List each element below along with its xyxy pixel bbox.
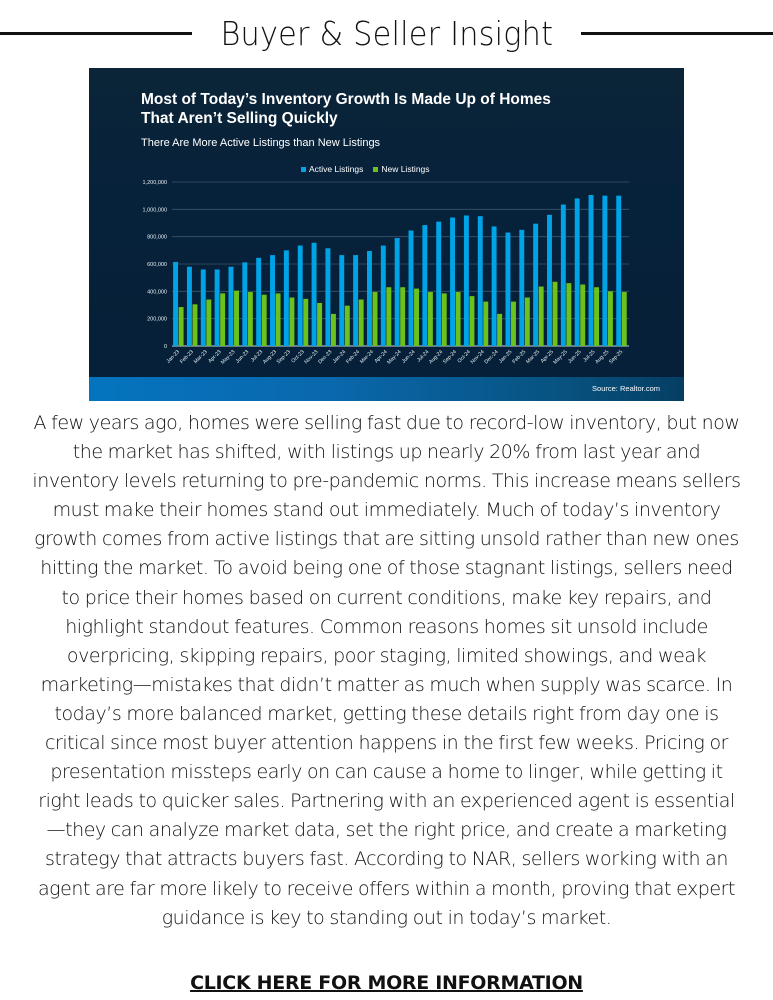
bar-active-listings: [464, 215, 469, 346]
x-tick-label: Aug-25: [594, 349, 611, 366]
bar-active-listings: [215, 269, 220, 346]
header-rule-right: [581, 32, 773, 35]
bar-new-listings: [386, 287, 391, 346]
bar-active-listings: [284, 250, 289, 346]
chart-plot: [89, 68, 684, 401]
cta-container: [0, 972, 773, 994]
chart-subtitle: There Are More Active Listings than New Listings: [141, 137, 381, 149]
bar-active-listings: [270, 255, 275, 346]
x-tick-label: Feb-25: [511, 349, 528, 366]
bar-new-listings: [248, 292, 253, 346]
x-tick-label: Apr-25: [539, 349, 555, 365]
bar-new-listings: [525, 297, 530, 346]
x-tick-label: Mar-23: [192, 349, 209, 366]
x-tick-label: Nov-24: [469, 349, 486, 366]
bar-active-listings: [201, 269, 206, 346]
bars-layer: [173, 195, 627, 346]
x-tick-label: Sep-23: [275, 349, 292, 366]
bar-active-listings: [339, 255, 344, 346]
source-bar: [89, 377, 684, 401]
y-tick-label: 200,000: [147, 316, 167, 323]
x-tick-label: Dec-24: [483, 349, 500, 366]
bar-new-listings: [553, 282, 558, 346]
page-header: [0, 8, 773, 58]
y-tick-label: 400,000: [147, 289, 167, 296]
bar-active-listings: [312, 243, 317, 346]
bar-active-listings: [436, 222, 441, 346]
y-tick-label: 600,000: [147, 262, 167, 268]
bar-new-listings: [400, 287, 405, 346]
header-rule-left: [0, 32, 192, 35]
bar-new-listings: [511, 302, 516, 346]
bar-new-listings: [317, 303, 322, 346]
bar-new-listings: [359, 300, 364, 346]
x-tick-label: Jul-23: [249, 349, 265, 364]
bar-new-listings: [331, 314, 336, 346]
bar-active-listings: [173, 262, 178, 346]
chart-card: [89, 68, 684, 401]
y-tick-label: 1,200,000: [142, 180, 167, 186]
bar-new-listings: [262, 295, 267, 346]
bar-new-listings: [414, 289, 419, 346]
bar-new-listings: [566, 283, 571, 346]
bar-active-listings: [422, 225, 427, 346]
bar-new-listings: [373, 292, 378, 346]
x-tick-label: Mar-25: [525, 349, 542, 366]
x-tick-label: Dec-23: [317, 349, 334, 366]
x-tick-label: Sep-24: [441, 349, 459, 366]
bar-new-listings: [206, 300, 211, 346]
chart-title-line1: Most of Today’s Inventory Growth Is Made Up of Homes: [141, 91, 551, 108]
x-tick-label: May-25: [552, 349, 569, 366]
bar-active-listings: [519, 230, 524, 346]
x-tick-label: Aug-24: [428, 349, 445, 366]
x-tick-label: Jul-25: [582, 349, 597, 364]
chart-title-line2: That Aren’t Selling Quickly: [141, 110, 338, 127]
x-axis-ticks: [166, 349, 625, 366]
bar-new-listings: [622, 292, 627, 346]
x-tick-label: May-23: [219, 349, 237, 366]
bar-new-listings: [483, 302, 488, 346]
bar-new-listings: [289, 297, 294, 346]
bar-active-listings: [561, 205, 566, 346]
bar-active-listings: [409, 231, 414, 346]
bar-new-listings: [428, 292, 433, 346]
x-tick-label: Feb-24: [345, 349, 362, 366]
chart-source: Source: Realtor.com: [592, 384, 660, 393]
more-info-link[interactable]: CLICK HERE FOR MORE INFORMATION: [190, 972, 583, 994]
bar-active-listings: [602, 196, 607, 346]
bar-new-listings: [594, 287, 599, 346]
x-tick-label: Oct-24: [456, 349, 472, 365]
x-tick-label: Feb-23: [179, 349, 195, 366]
article-body: A few years ago, homes were selling fast due to record-low inventory, but now the market has shifted, with listings up nearly 20% from last year and inventory levels returning to pre-pandemic norms. This increase means sellers must make their homes stand out immediately. Much of today’s inventory growth comes from active listings that are sitting unsold rather than new ones hitting the market. To avoid being one of those stagnant listings, sellers need to price their homes based on current conditions, make key repairs, and highlight standout features. Common reasons homes sit unsold include overpricing, skipping repairs, poor staging, limited showings, and weak marketing—mistakes that didn’t matter as much when supply was scarce. In today’s more balanced market, getting these details right from day one is critical since most buyer attention happens in the first few weeks. Pricing or presentation missteps early on can cause a home to linger, while getting it right leads to quicker sales. Partnering with an experienced agent is essential—they can analyze market data, set the right price, and create a marketing strategy that attracts buyers fast. According to NAR, sellers working with an agent are far more likely to receive offers within a month, proving that expert guidance is key to standing out in today’s market.: [32, 412, 741, 929]
bar-active-listings: [478, 216, 483, 346]
bar-active-listings: [505, 233, 510, 346]
bar-new-listings: [220, 293, 225, 346]
bar-active-listings: [616, 196, 621, 346]
bar-new-listings: [469, 296, 474, 346]
bar-active-listings: [547, 215, 552, 346]
x-tick-label: Jun-25: [567, 349, 583, 365]
bar-new-listings: [234, 291, 239, 346]
y-tick-label: 0: [163, 344, 167, 350]
bar-active-listings: [229, 267, 234, 346]
legend-label-new: New Listings: [381, 164, 430, 174]
x-tick-label: Jun-24: [400, 349, 417, 365]
bar-active-listings: [589, 195, 594, 346]
bar-new-listings: [345, 306, 350, 346]
bar-new-listings: [456, 292, 461, 346]
bar-new-listings: [442, 293, 447, 346]
bar-active-listings: [575, 198, 580, 346]
y-axis-ticks: [143, 180, 167, 350]
y-tick-label: 1,000,000: [142, 207, 167, 214]
page-title: Buyer & Seller Insight: [220, 13, 553, 53]
bar-active-listings: [395, 238, 400, 346]
x-tick-label: Mar-24: [359, 349, 375, 366]
bar-active-listings: [298, 246, 303, 346]
bar-active-listings: [325, 248, 330, 346]
bar-active-listings: [533, 224, 538, 346]
bar-active-listings: [381, 246, 386, 346]
bar-active-listings: [367, 251, 372, 346]
x-tick-label: Jan-24: [331, 349, 348, 365]
x-tick-label: Aug-23: [261, 349, 278, 366]
bar-active-listings: [242, 262, 247, 346]
x-tick-label: Sep-25: [608, 349, 625, 366]
bar-new-listings: [608, 291, 613, 346]
x-tick-label: Jan-23: [165, 349, 182, 365]
x-tick-label: Apr-23: [207, 349, 223, 365]
bar-active-listings: [256, 258, 261, 346]
x-tick-label: Oct-23: [290, 349, 306, 365]
bar-new-listings: [276, 293, 281, 346]
x-tick-label: Jan-25: [497, 349, 514, 365]
bar-active-listings: [353, 255, 358, 346]
y-tick-label: 800,000: [147, 234, 167, 241]
bar-new-listings: [303, 299, 308, 346]
x-tick-label: Apr-24: [373, 349, 389, 365]
x-tick-label: Nov-23: [303, 349, 320, 366]
x-tick-label: Jun-23: [234, 349, 251, 365]
bar-new-listings: [580, 285, 585, 347]
bar-active-listings: [450, 218, 455, 346]
x-tick-label: Jul-24: [416, 349, 431, 364]
bar-new-listings: [179, 307, 184, 346]
bar-active-listings: [492, 226, 497, 346]
bar-active-listings: [187, 267, 192, 346]
bar-new-listings: [539, 287, 544, 346]
x-tick-label: May-24: [386, 349, 403, 366]
bar-new-listings: [497, 314, 502, 346]
legend-label-active: Active Listings: [309, 164, 364, 174]
bar-new-listings: [192, 304, 197, 346]
